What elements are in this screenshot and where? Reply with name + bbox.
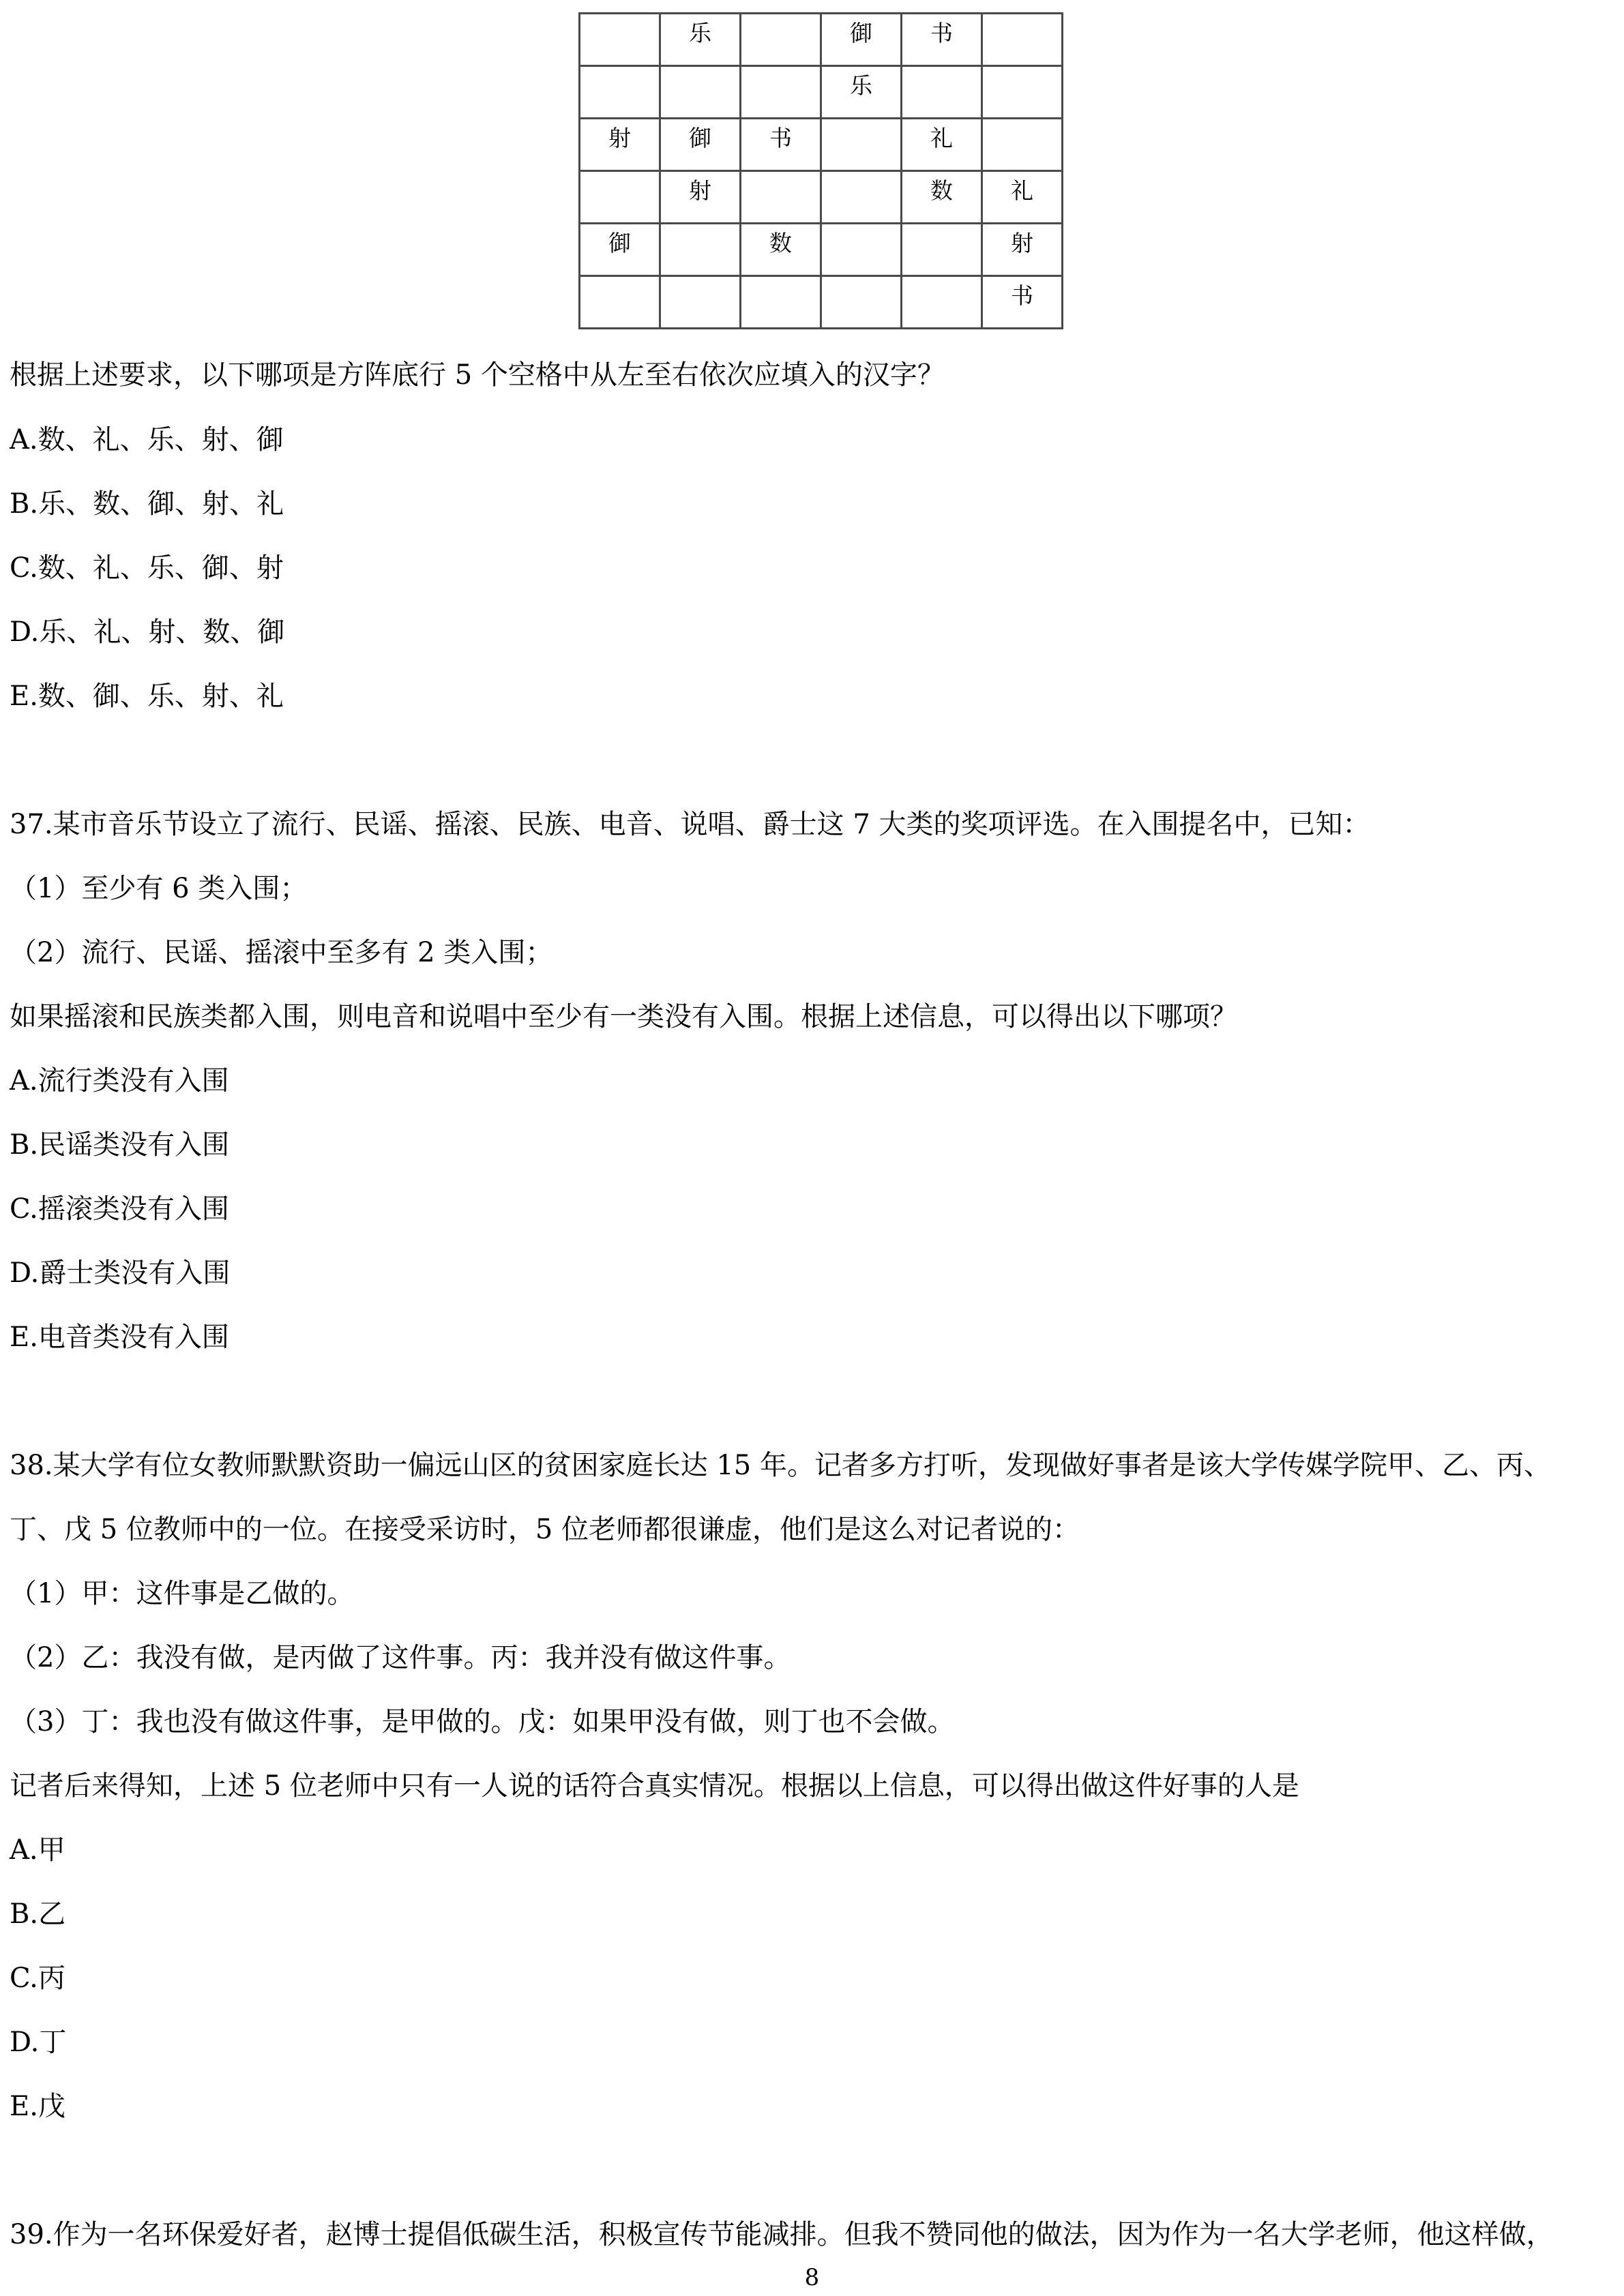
q38-option-e: E.戊 [10, 2091, 65, 2122]
grid-cell [580, 276, 660, 329]
grid-cell [580, 66, 660, 119]
q37-option-a: A.流行类没有入围 [10, 1065, 229, 1097]
grid-cell [580, 171, 660, 224]
q39-stem: 39.作为一名环保爱好者，赵博士提倡低碳生活，积极宣传节能减排。但我不赞同他的做法，因为作为一名大学老师，他这样做， [10, 2219, 1554, 2250]
grid-cell: 乐 [821, 66, 902, 119]
grid-cell: 书 [982, 276, 1063, 329]
page-number: 8 [804, 2264, 820, 2291]
q38-question: 记者后来得知，上述 5 位老师中只有一人说的话符合真实情况。根据以上信息，可以得出做这件好事的人是 [10, 1770, 1299, 1802]
q36-prompt: 根据上述要求，以下哪项是方阵底行 5 个空格中从左至右依次应填入的汉字？ [10, 359, 945, 391]
grid-row [580, 119, 1063, 171]
grid-cell [902, 224, 982, 276]
grid-row [580, 276, 1063, 329]
grid-cell [741, 14, 821, 66]
grid-cell [821, 119, 902, 171]
q38-statement-2: （2）乙：我没有做，是丙做了这件事。丙：我并没有做这件事。 [10, 1642, 791, 1673]
q36-option-a: A.数、礼、乐、射、御 [10, 424, 284, 456]
grid-cell: 礼 [982, 171, 1063, 224]
grid-cell [660, 224, 741, 276]
grid-cell [902, 276, 982, 329]
q38-option-c: C.丙 [10, 1963, 65, 1994]
q37-option-e: E.电音类没有入围 [10, 1322, 229, 1353]
grid-cell [741, 276, 821, 329]
grid-cell [982, 66, 1063, 119]
grid-cell [982, 119, 1063, 171]
grid-cell: 数 [741, 224, 821, 276]
q38-stem-line-2: 丁、戊 5 位教师中的一位。在接受采访时，5 位老师都很谦虚，他们是这么对记者说的： [10, 1514, 1080, 1545]
grid-row [580, 14, 1063, 66]
grid-cell [660, 66, 741, 119]
q37-condition-1: （1）至少有 6 类入围； [10, 873, 308, 904]
grid-cell: 御 [821, 14, 902, 66]
q36-option-e: E.数、御、乐、射、礼 [10, 681, 284, 712]
grid-cell [821, 171, 902, 224]
grid-cell: 御 [660, 119, 741, 171]
q37-question: 如果摇滚和民族类都入围，则电音和说唱中至少有一类没有入围。根据上述信息，可以得出以下哪项？ [10, 1001, 1237, 1032]
grid-cell: 射 [982, 224, 1063, 276]
grid-cell [982, 14, 1063, 66]
q37-option-b: B.民谣类没有入围 [10, 1129, 230, 1161]
q37-stem: 37.某市音乐节设立了流行、民谣、摇滚、民族、电音、说唱、爵士这 7 大类的奖项评选。在入围提名中，已知： [10, 809, 1370, 840]
q38-option-d: D.丁 [10, 2027, 67, 2058]
grid-cell: 书 [902, 14, 982, 66]
grid-cell [741, 66, 821, 119]
grid-cell: 乐 [660, 14, 741, 66]
q38-statement-1: （1）甲：这件事是乙做的。 [10, 1578, 355, 1609]
q37-option-d: D.爵士类没有入围 [10, 1257, 231, 1289]
grid-row [580, 224, 1063, 276]
grid-cell: 礼 [902, 119, 982, 171]
q37-condition-2: （2）流行、民谣、摇滚中至多有 2 类入围； [10, 937, 553, 968]
grid-row [580, 66, 1063, 119]
grid-cell: 数 [902, 171, 982, 224]
grid-cell [902, 66, 982, 119]
grid-cell: 射 [580, 119, 660, 171]
grid-row [580, 171, 1063, 224]
grid-cell [580, 14, 660, 66]
q37-option-c: C.摇滚类没有入围 [10, 1193, 229, 1225]
q36-option-b: B.乐、数、御、射、礼 [10, 488, 284, 520]
q38-stem-line-1: 38.某大学有位女教师默默资助一偏远山区的贫困家庭长达 15 年。记者多方打听，发现做好事者是该大学传媒学院甲、乙、丙、 [10, 1450, 1551, 1481]
q36-option-d: D.乐、礼、射、数、御 [10, 616, 285, 648]
grid-cell [821, 276, 902, 329]
grid-cell: 御 [580, 224, 660, 276]
q38-option-a: A.甲 [10, 1834, 65, 1866]
grid-cell: 书 [741, 119, 821, 171]
grid-cell [660, 276, 741, 329]
grid-cell: 射 [660, 171, 741, 224]
q38-statement-3: （3）丁：我也没有做这件事，是甲做的。戊：如果甲没有做，则丁也不会做。 [10, 1706, 955, 1738]
q36-option-c: C.数、礼、乐、御、射 [10, 552, 284, 584]
character-grid [578, 12, 1063, 329]
grid-cell [821, 224, 902, 276]
q38-option-b: B.乙 [10, 1898, 66, 1930]
grid-cell [741, 171, 821, 224]
